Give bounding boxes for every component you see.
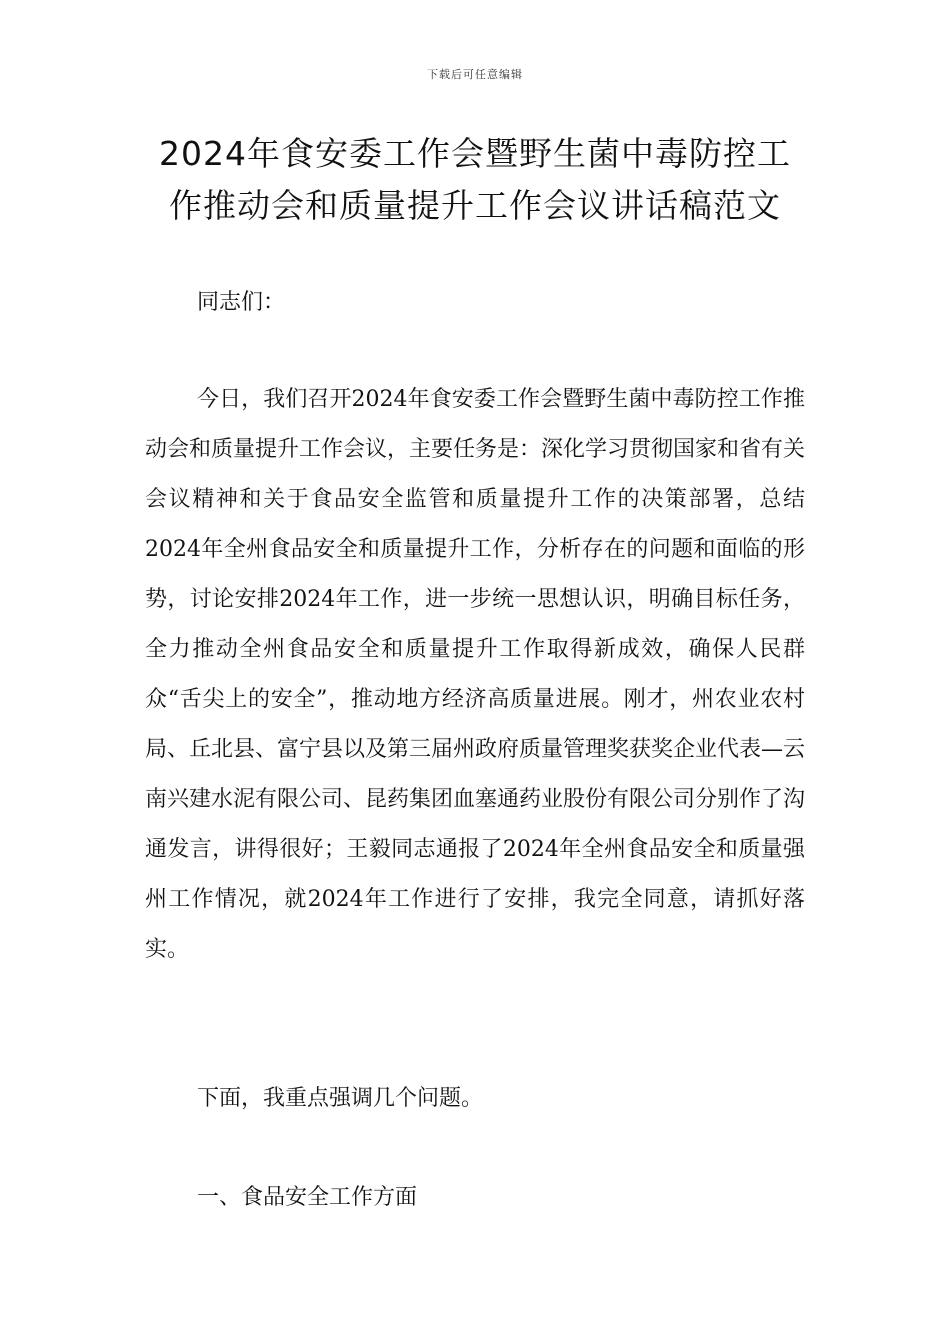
document-title: 2024年食安委工作会暨野生菌中毒防控工作推动会和质量提升工作会议讲话稿范文: [159, 134, 791, 225]
paragraph-2: 下面，我重点强调几个问题。: [197, 1086, 484, 1111]
greeting: 同志们：: [197, 290, 286, 315]
header-note: 下载后可任意编辑: [427, 68, 523, 81]
paragraph-1: 今日，我们召开2024年食安委工作会暨野生菌中毒防控工作推动会和质量提升工作会议，主要任务是：深化学习贯彻国家和省有关会议精神和关于食品安全监管和质量提升工作的决策部署，总结2024年全州食品安全和质量提升工作，分析存在的问题和面临的形势，讨论安排2024年工作，进一步统一思想认识，明确目标任务，全力推动全州食品安全和质量提升工作取得新成效，确保人民群众“舌尖上的安全”，推动地方经济高质量进展。刚才，州农业农村局、丘北县、富宁县以及第三届州政府质量管理奖获奖企业代表—云南兴建水泥有限公司、昆药集团血塞通药业股份有限公司分别作了沟通发言，讲得很好；王毅同志通报了2024年全州食品安全和质量强州工作情况，就2024年工作进行了安排，我完全同意，请抓好落实。: [145, 387, 806, 962]
section-heading-1: 一、食品安全工作方面: [197, 1185, 418, 1210]
